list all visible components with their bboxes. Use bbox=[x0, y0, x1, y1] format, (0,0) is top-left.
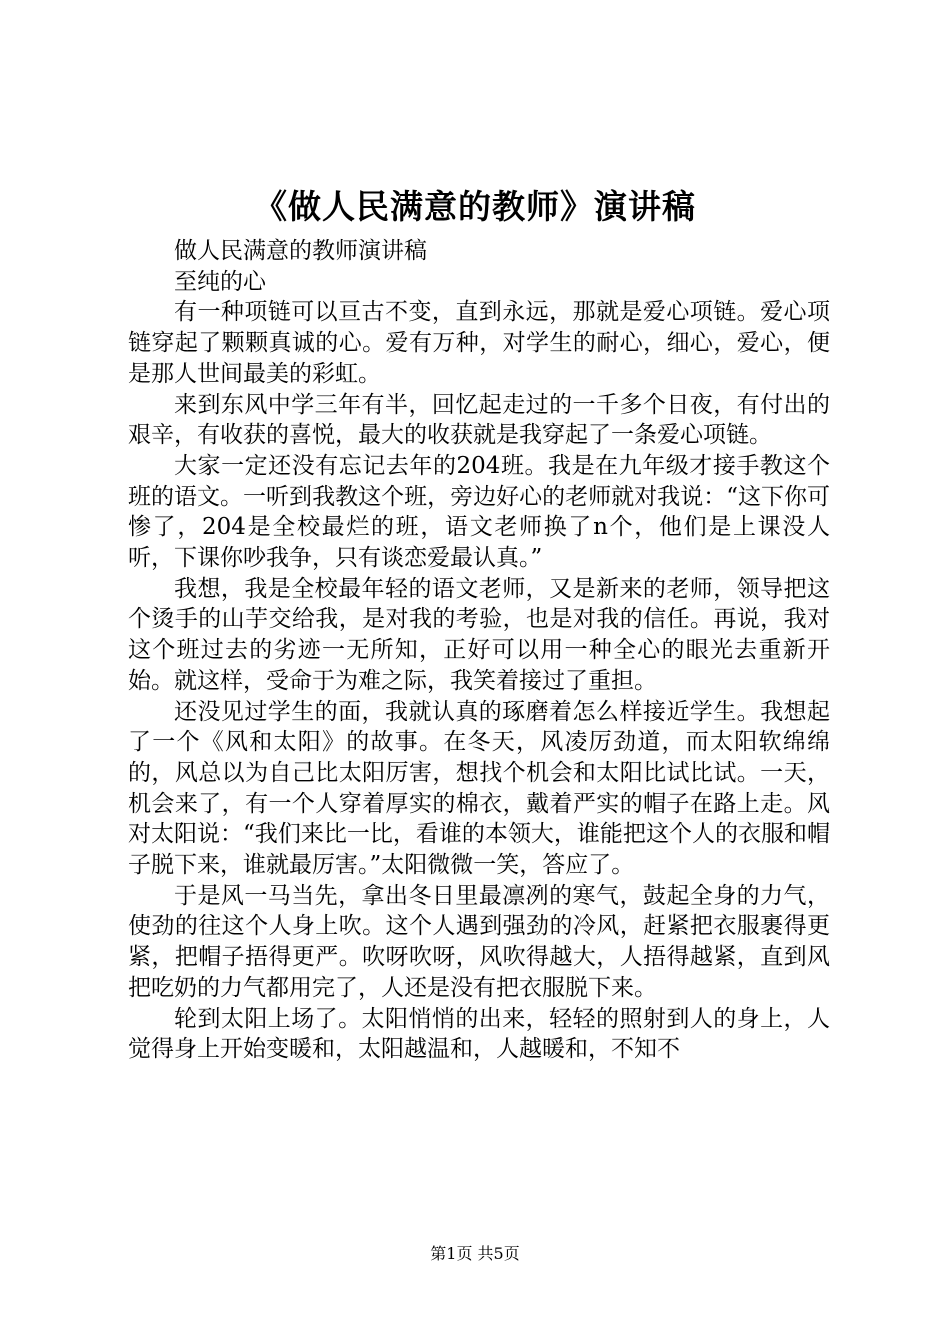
page-footer: 第1页 共5页 bbox=[430, 1244, 520, 1263]
paragraph: 我想，我是全校最年轻的语文老师，又是新来的老师，领导把这个烫手的山芋交给我，是对我的考验，也是对我的信任。再说，我对这个班过去的劣迹一无所知，正好可以用一种全心的眼光去重新开始。就这样，受命于为难之际，我笑着接过了重担。 bbox=[128, 575, 830, 694]
paragraph: 于是风一马当先，拿出冬日里最凛冽的寒气，鼓起全身的力气，使劲的往这个人身上吹。这个人遇到强劲的冷风，赶紧把衣服裹得更紧，把帽子捂得更严。吹呀吹呀，风吹得越大，人捂得越紧，直到风把吃奶的力气都用完了，人还是没有把衣服脱下来。 bbox=[128, 882, 830, 1001]
paragraph: 来到东风中学三年有半，回忆起走过的一千多个日夜，有付出的艰辛，有收获的喜悦，最大的收获就是我穿起了一条爱心项链。 bbox=[128, 391, 830, 449]
paragraph: 有一种项链可以亘古不变，直到永远，那就是爱心项链。爱心项链穿起了颗颗真诚的心。爱有万种，对学生的耐心，细心，爱心，便是那人世间最美的彩虹。 bbox=[128, 299, 830, 387]
paragraph-heading: 至纯的心 bbox=[174, 268, 266, 295]
paragraph: 轮到太阳上场了。太阳悄悄的出来，轻轻的照射到人的身上，人觉得身上开始变暖和，太阳越温和，人越暖和，不知不 bbox=[128, 1005, 830, 1063]
document-title: 《做人民满意的教师》演讲稿 bbox=[254, 187, 696, 226]
paragraph: 大家一定还没有忘记去年的204班。我是在九年级才接手教这个班的语文。一听到我教这个班，旁边好心的老师就对我说：“这下你可惨了，204是全校最烂的班，语文老师换了n个，他们是上课没人听，下课你吵我争，只有谈恋爱最认真。” bbox=[128, 452, 830, 572]
document-body bbox=[128, 236, 830, 1065]
paragraph-subtitle: 做人民满意的教师演讲稿 bbox=[174, 238, 427, 264]
paragraph: 还没见过学生的面，我就认真的琢磨着怎么样接近学生。我想起了一个《风和太阳》的故事。在冬天，风凌厉劲道，而太阳软绵绵的，风总以为自己比太阳厉害，想找个机会和太阳比试比试。一天，机会来了，有一个人穿着厚实的棉衣，戴着严实的帽子在路上走。风对太阳说：“我们来比一比，看谁的本领大，谁能把这个人的衣服和帽子脱下来，谁就最厉害。”太阳微微一笑，答应了。 bbox=[128, 698, 830, 879]
